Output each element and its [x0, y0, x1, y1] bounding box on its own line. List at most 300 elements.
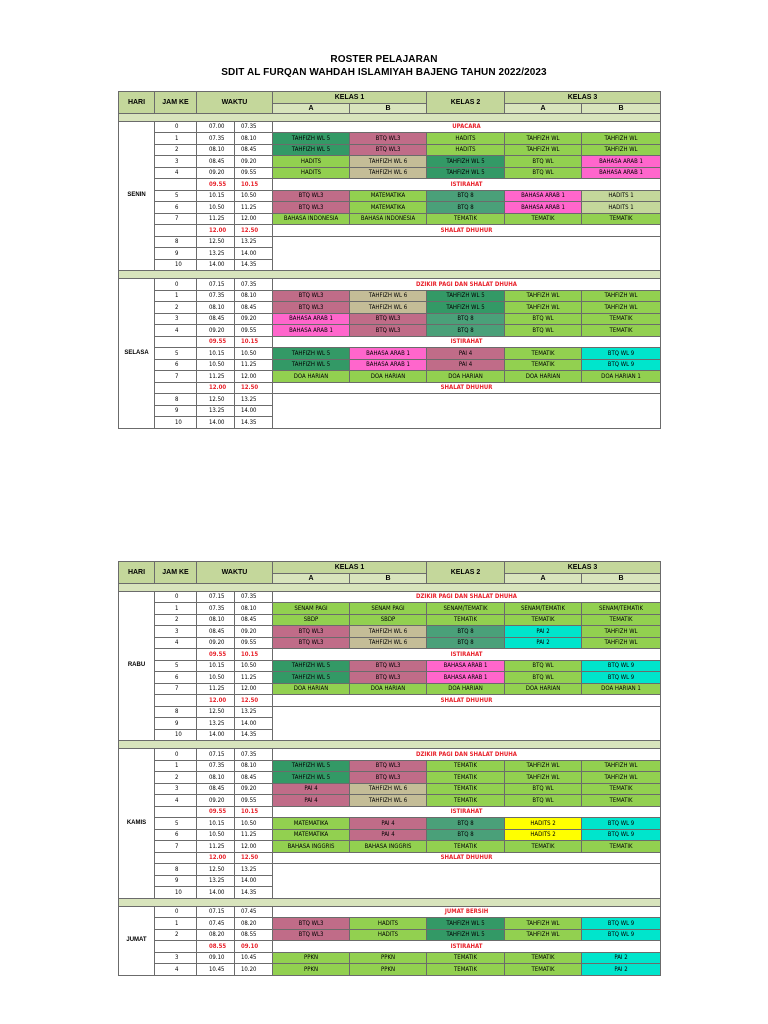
kelas3-b-cell: TEMATIK: [582, 325, 661, 337]
event-cell: DZIKIR PAGI DAN SHALAT DHUHA: [273, 279, 661, 291]
kelas3-b-cell: BTQ WL 9: [582, 829, 661, 841]
time-end-cell: 14.35: [235, 417, 273, 429]
kelas1-header: KELAS 1: [273, 562, 427, 574]
schedule-row: [119, 783, 661, 795]
time-start-cell: 09.20: [197, 795, 235, 807]
kelas3-a-cell: BTQ WL: [505, 795, 582, 807]
kelas3-b-cell: TEMATIK: [582, 841, 661, 853]
kelas1-a-cell: HADITS: [273, 167, 350, 179]
time-end-cell: 12.50: [235, 852, 273, 864]
time-end-cell: 10.15: [235, 336, 273, 348]
kelas3-b-cell: BTQ WL 9: [582, 660, 661, 672]
kelas3-b-cell: PAI 2: [582, 964, 661, 976]
day-name-cell: JUMAT: [119, 906, 155, 975]
time-end-cell: 08.45: [235, 772, 273, 784]
kelas3-b-header: B: [582, 573, 661, 583]
kelas1-b-cell: SBDP: [350, 614, 427, 626]
jam-ke-cell: 9: [155, 405, 197, 417]
kelas1-a-cell: BTQ WL3: [273, 637, 350, 649]
time-start-cell: 09.20: [197, 167, 235, 179]
kelas3-a-cell: HADITS 2: [505, 829, 582, 841]
schedule-row: [119, 359, 661, 371]
schedule-row: [119, 236, 661, 248]
time-end-cell: 08.45: [235, 144, 273, 156]
time-start-cell: 11.25: [197, 683, 235, 695]
time-start-cell: 08.45: [197, 783, 235, 795]
kelas3-a-cell: BTQ WL: [505, 313, 582, 325]
jam-ke-cell: 4: [155, 325, 197, 337]
kelas1-b-cell: BAHASA INDONESIA: [350, 213, 427, 225]
kelas1-a-header: A: [273, 573, 350, 583]
day-name-cell: SENIN: [119, 121, 155, 271]
time-end-cell: 12.50: [235, 225, 273, 237]
kelas2-cell: TEMATIK: [427, 964, 505, 976]
time-start-cell: 10.50: [197, 202, 235, 214]
page-title: ROSTER PELAJARAN: [330, 54, 438, 65]
kelas1-a-cell: BTQ WL3: [273, 918, 350, 930]
day-name-cell: SELASA: [119, 279, 155, 429]
jam-ke-cell: 3: [155, 313, 197, 325]
kelas3-a-cell: TEMATIK: [505, 348, 582, 360]
kelas1-b-cell: BTQ WL3: [350, 144, 427, 156]
jam-ke-cell: 5: [155, 190, 197, 202]
schedule-row: [119, 290, 661, 302]
kelas3-a-cell: TEMATIK: [505, 841, 582, 853]
schedule-row: [119, 371, 661, 383]
kelas1-b-cell: BTQ WL3: [350, 133, 427, 145]
jam-ke-cell: 6: [155, 202, 197, 214]
time-end-cell: 09.20: [235, 783, 273, 795]
roster-table-page1: [118, 91, 661, 429]
time-end-cell: 10.45: [235, 952, 273, 964]
kelas2-cell: TEMATIK: [427, 783, 505, 795]
jam-ke-cell: [155, 649, 197, 661]
empty-cell: [273, 864, 661, 899]
jam-ke-cell: 10: [155, 417, 197, 429]
kelas3-b-header: B: [582, 103, 661, 113]
waktu-header: WAKTU: [197, 92, 273, 114]
kelas2-cell: BAHASA ARAB 1: [427, 672, 505, 684]
jam-ke-cell: 1: [155, 603, 197, 615]
schedule-row: [119, 649, 661, 661]
time-start-cell: 13.25: [197, 248, 235, 260]
kelas1-a-cell: TAHFIZH WL 5: [273, 760, 350, 772]
kelas2-cell: BAHASA ARAB 1: [427, 660, 505, 672]
kelas3-a-cell: HADITS 2: [505, 818, 582, 830]
kelas1-a-cell: BTQ WL3: [273, 202, 350, 214]
time-start-cell: 10.15: [197, 190, 235, 202]
kelas3-b-cell: HADITS 1: [582, 202, 661, 214]
kelas2-header: KELAS 2: [427, 92, 505, 114]
time-end-cell: 09.10: [235, 941, 273, 953]
time-end-cell: 13.25: [235, 394, 273, 406]
kelas3-b-cell: TAHFIZH WL: [582, 133, 661, 145]
time-start-cell: 10.50: [197, 359, 235, 371]
kelas1-b-cell: MATEMATIKA: [350, 190, 427, 202]
jam-ke-cell: [155, 806, 197, 818]
time-start-cell: 08.55: [197, 941, 235, 953]
kelas1-a-cell: TAHFIZH WL 5: [273, 660, 350, 672]
kelas3-a-cell: BTQ WL: [505, 672, 582, 684]
jam-ke-cell: 1: [155, 918, 197, 930]
kelas1-a-cell: MATEMATIKA: [273, 829, 350, 841]
time-start-cell: 11.25: [197, 213, 235, 225]
jam-ke-cell: [155, 941, 197, 953]
time-start-cell: 07.15: [197, 906, 235, 918]
kelas1-a-cell: BTQ WL3: [273, 929, 350, 941]
time-start-cell: 08.45: [197, 626, 235, 638]
kelas3-a-cell: BTQ WL: [505, 167, 582, 179]
jam-ke-cell: 0: [155, 591, 197, 603]
jam-ke-cell: 10: [155, 887, 197, 899]
kelas1-b-cell: DOA HARIAN: [350, 683, 427, 695]
jam-ke-cell: 8: [155, 706, 197, 718]
time-start-cell: 08.10: [197, 772, 235, 784]
time-end-cell: 14.00: [235, 875, 273, 887]
schedule-row: [119, 121, 661, 133]
time-end-cell: 14.00: [235, 248, 273, 260]
time-start-cell: 12.00: [197, 382, 235, 394]
schedule-row: [119, 952, 661, 964]
schedule-row: [119, 394, 661, 406]
time-start-cell: 09.20: [197, 637, 235, 649]
schedule-row: [119, 918, 661, 930]
kelas3-b-cell: BTQ WL 9: [582, 929, 661, 941]
kelas3-b-cell: BTQ WL 9: [582, 818, 661, 830]
time-start-cell: 10.15: [197, 660, 235, 672]
schedule-row: [119, 348, 661, 360]
time-end-cell: 09.20: [235, 156, 273, 168]
kelas3-a-cell: BTQ WL: [505, 660, 582, 672]
kelas2-cell: PAI 4: [427, 359, 505, 371]
kelas1-a-cell: DOA HARIAN: [273, 683, 350, 695]
time-start-cell: 13.25: [197, 718, 235, 730]
kelas2-cell: TAHFIZH WL 5: [427, 156, 505, 168]
schedule-row: [119, 626, 661, 638]
jam-ke-cell: 1: [155, 760, 197, 772]
kelas1-b-cell: BAHASA ARAB 1: [350, 348, 427, 360]
kelas3-b-cell: BTQ WL 9: [582, 672, 661, 684]
jam-ke-cell: [155, 225, 197, 237]
jam-ke-cell: 3: [155, 156, 197, 168]
schedule-row: [119, 156, 661, 168]
kelas3-b-cell: BAHASA ARAB 1: [582, 156, 661, 168]
day-name-cell: KAMIS: [119, 749, 155, 899]
time-start-cell: 10.50: [197, 672, 235, 684]
time-end-cell: 07.45: [235, 906, 273, 918]
time-start-cell: 12.50: [197, 394, 235, 406]
kelas3-b-cell: HADITS 1: [582, 190, 661, 202]
kelas1-a-cell: PPKN: [273, 952, 350, 964]
kelas1-b-cell: TAHFIZH WL 6: [350, 637, 427, 649]
kelas1-b-header: B: [350, 103, 427, 113]
kelas3-a-cell: TEMATIK: [505, 213, 582, 225]
time-end-cell: 08.10: [235, 603, 273, 615]
time-end-cell: 10.50: [235, 660, 273, 672]
day-separator: [119, 741, 661, 749]
time-start-cell: 12.50: [197, 706, 235, 718]
time-end-cell: 11.25: [235, 359, 273, 371]
day-separator: [119, 113, 661, 121]
kelas1-a-cell: PAI 4: [273, 783, 350, 795]
hari-header: HARI: [119, 562, 155, 584]
kelas1-a-cell: SENAM PAGI: [273, 603, 350, 615]
jam-ke-cell: [155, 852, 197, 864]
kelas1-a-cell: BAHASA INGGRIS: [273, 841, 350, 853]
time-start-cell: 09.55: [197, 336, 235, 348]
jam-ke-cell: 4: [155, 167, 197, 179]
kelas3-b-cell: BTQ WL 9: [582, 359, 661, 371]
time-start-cell: 09.10: [197, 952, 235, 964]
kelas3-b-cell: PAI 2: [582, 952, 661, 964]
event-cell: SHALAT DHUHUR: [273, 225, 661, 237]
time-end-cell: 07.35: [235, 121, 273, 133]
kelas2-cell: BTQ 8: [427, 637, 505, 649]
time-start-cell: 12.50: [197, 864, 235, 876]
kelas2-cell: TAHFIZH WL 5: [427, 167, 505, 179]
jam-ke-cell: 8: [155, 236, 197, 248]
time-end-cell: 09.55: [235, 637, 273, 649]
kelas1-b-header: B: [350, 573, 427, 583]
time-end-cell: 08.10: [235, 760, 273, 772]
jam-ke-cell: 1: [155, 290, 197, 302]
schedule-row: [119, 213, 661, 225]
jam-ke-cell: 2: [155, 929, 197, 941]
kelas3-b-cell: TAHFIZH WL: [582, 302, 661, 314]
time-start-cell: 07.45: [197, 918, 235, 930]
schedule-row: [119, 190, 661, 202]
time-end-cell: 13.25: [235, 706, 273, 718]
day-separator: [119, 271, 661, 279]
kelas2-cell: PAI 4: [427, 348, 505, 360]
jam-ke-cell: 0: [155, 906, 197, 918]
kelas1-a-cell: PAI 4: [273, 795, 350, 807]
kelas1-b-cell: TAHFIZH WL 6: [350, 156, 427, 168]
jam-ke-cell: 7: [155, 213, 197, 225]
time-end-cell: 10.50: [235, 818, 273, 830]
time-start-cell: 08.10: [197, 614, 235, 626]
time-end-cell: 09.20: [235, 626, 273, 638]
kelas3-header: KELAS 3: [505, 92, 661, 104]
kelas1-a-cell: BTQ WL3: [273, 190, 350, 202]
kelas1-a-cell: DOA HARIAN: [273, 371, 350, 383]
kelas3-b-cell: TAHFIZH WL: [582, 626, 661, 638]
time-start-cell: 07.35: [197, 133, 235, 145]
hari-header: HARI: [119, 92, 155, 114]
kelas1-b-cell: SENAM PAGI: [350, 603, 427, 615]
time-end-cell: 09.55: [235, 795, 273, 807]
kelas1-a-cell: BAHASA ARAB 1: [273, 313, 350, 325]
day-separator: [119, 898, 661, 906]
kelas2-cell: TAHFIZH WL 5: [427, 290, 505, 302]
time-start-cell: 12.00: [197, 852, 235, 864]
kelas2-cell: BTQ 8: [427, 202, 505, 214]
kelas2-cell: BTQ 8: [427, 190, 505, 202]
kelas2-cell: HADITS: [427, 133, 505, 145]
jam-ke-cell: 10: [155, 729, 197, 741]
time-start-cell: 09.55: [197, 649, 235, 661]
schedule-row: [119, 852, 661, 864]
kelas3-b-cell: DOA HARIAN 1: [582, 371, 661, 383]
time-end-cell: 10.15: [235, 179, 273, 191]
schedule-row: [119, 637, 661, 649]
kelas3-b-cell: TEMATIK: [582, 614, 661, 626]
time-end-cell: 14.35: [235, 887, 273, 899]
kelas2-cell: BTQ 8: [427, 829, 505, 841]
schedule-row: [119, 695, 661, 707]
kelas3-a-cell: BTQ WL: [505, 783, 582, 795]
kelas1-b-cell: DOA HARIAN: [350, 371, 427, 383]
schedule-row: [119, 225, 661, 237]
schedule-row: [119, 179, 661, 191]
time-end-cell: 08.55: [235, 929, 273, 941]
time-end-cell: 09.55: [235, 167, 273, 179]
kelas2-cell: SENAM/TEMATIK: [427, 603, 505, 615]
time-start-cell: 14.00: [197, 417, 235, 429]
time-end-cell: 10.50: [235, 190, 273, 202]
time-start-cell: 09.20: [197, 325, 235, 337]
empty-cell: [273, 394, 661, 429]
kelas3-a-cell: TAHFIZH WL: [505, 144, 582, 156]
kelas1-b-cell: MATEMATIKA: [350, 202, 427, 214]
time-start-cell: 07.00: [197, 121, 235, 133]
time-end-cell: 08.10: [235, 133, 273, 145]
kelas3-a-header: A: [505, 103, 582, 113]
page-subtitle: SDIT AL FURQAN WAHDAH ISLAMIYAH BAJENG TAHUN 2022/2023: [221, 67, 547, 78]
time-end-cell: 10.50: [235, 348, 273, 360]
time-start-cell: 10.15: [197, 818, 235, 830]
kelas1-a-cell: MATEMATIKA: [273, 818, 350, 830]
kelas1-b-cell: PPKN: [350, 952, 427, 964]
kelas3-b-cell: BAHASA ARAB 1: [582, 167, 661, 179]
schedule-row: [119, 279, 661, 291]
schedule-row: [119, 772, 661, 784]
time-end-cell: 07.35: [235, 749, 273, 761]
kelas3-b-cell: TAHFIZH WL: [582, 144, 661, 156]
schedule-row: [119, 336, 661, 348]
time-end-cell: 09.20: [235, 313, 273, 325]
kelas2-cell: TEMATIK: [427, 213, 505, 225]
empty-cell: [273, 236, 661, 271]
kelas2-cell: BTQ 8: [427, 818, 505, 830]
kelas3-a-cell: TAHFIZH WL: [505, 760, 582, 772]
jam-ke-cell: 7: [155, 841, 197, 853]
time-start-cell: 07.35: [197, 603, 235, 615]
kelas3-a-cell: PAI 2: [505, 637, 582, 649]
kelas3-b-cell: TEMATIK: [582, 213, 661, 225]
time-end-cell: 09.55: [235, 325, 273, 337]
kelas3-a-cell: TEMATIK: [505, 359, 582, 371]
kelas2-cell: BTQ 8: [427, 325, 505, 337]
event-cell: DZIKIR PAGI DAN SHALAT DHUHA: [273, 749, 661, 761]
time-end-cell: 10.15: [235, 649, 273, 661]
kelas1-a-cell: SBDP: [273, 614, 350, 626]
time-start-cell: 13.25: [197, 875, 235, 887]
kelas1-a-cell: TAHFIZH WL 5: [273, 672, 350, 684]
time-start-cell: 07.15: [197, 749, 235, 761]
kelas1-b-cell: PPKN: [350, 964, 427, 976]
time-end-cell: 08.10: [235, 290, 273, 302]
kelas1-b-cell: BTQ WL3: [350, 313, 427, 325]
schedule-row: [119, 672, 661, 684]
kelas2-cell: DOA HARIAN: [427, 371, 505, 383]
kelas3-b-cell: TAHFIZH WL: [582, 772, 661, 784]
jam-ke-cell: 0: [155, 121, 197, 133]
kelas1-b-cell: PAI 4: [350, 829, 427, 841]
time-start-cell: 09.55: [197, 179, 235, 191]
kelas3-b-cell: TEMATIK: [582, 783, 661, 795]
time-end-cell: 08.45: [235, 302, 273, 314]
kelas1-b-cell: TAHFIZH WL 6: [350, 795, 427, 807]
kelas3-header: KELAS 3: [505, 562, 661, 574]
time-start-cell: 08.10: [197, 302, 235, 314]
kelas3-a-cell: BTQ WL: [505, 325, 582, 337]
jam-ke-cell: 8: [155, 394, 197, 406]
jam-ke-cell: [155, 695, 197, 707]
kelas1-b-cell: BTQ WL3: [350, 672, 427, 684]
jam-ke-cell: 4: [155, 637, 197, 649]
kelas2-cell: TEMATIK: [427, 795, 505, 807]
time-end-cell: 12.00: [235, 213, 273, 225]
time-end-cell: 07.35: [235, 591, 273, 603]
time-end-cell: 12.50: [235, 382, 273, 394]
event-cell: JUMAT BERSIH: [273, 906, 661, 918]
kelas2-cell: TEMATIK: [427, 952, 505, 964]
time-end-cell: 13.25: [235, 236, 273, 248]
event-cell: SHALAT DHUHUR: [273, 852, 661, 864]
schedule-row: [119, 313, 661, 325]
kelas1-b-cell: TAHFIZH WL 6: [350, 290, 427, 302]
kelas1-b-cell: BTQ WL3: [350, 660, 427, 672]
kelas3-a-cell: BAHASA ARAB 1: [505, 202, 582, 214]
kelas1-b-cell: BTQ WL3: [350, 760, 427, 772]
kelas1-header: KELAS 1: [273, 92, 427, 104]
kelas1-b-cell: TAHFIZH WL 6: [350, 626, 427, 638]
schedule-row: [119, 325, 661, 337]
kelas2-cell: TAHFIZH WL 5: [427, 302, 505, 314]
kelas2-cell: BTQ 8: [427, 313, 505, 325]
jam-ke-cell: 5: [155, 348, 197, 360]
kelas3-b-cell: DOA HARIAN 1: [582, 683, 661, 695]
jam-ke-cell: 10: [155, 259, 197, 271]
kelas3-b-cell: BTQ WL 9: [582, 918, 661, 930]
time-start-cell: 14.00: [197, 887, 235, 899]
jam-ke-cell: 7: [155, 683, 197, 695]
time-end-cell: 12.00: [235, 841, 273, 853]
kelas1-a-cell: TAHFIZH WL 5: [273, 772, 350, 784]
schedule-row: [119, 591, 661, 603]
kelas2-cell: HADITS: [427, 144, 505, 156]
schedule-row: [119, 964, 661, 976]
time-start-cell: 10.15: [197, 348, 235, 360]
schedule-row: [119, 906, 661, 918]
kelas3-a-cell: BAHASA ARAB 1: [505, 190, 582, 202]
day-separator: [119, 583, 661, 591]
jam-ke-cell: 2: [155, 614, 197, 626]
jam-ke-cell: 3: [155, 626, 197, 638]
kelas2-cell: DOA HARIAN: [427, 683, 505, 695]
jam-ke-cell: 1: [155, 133, 197, 145]
schedule-row: [119, 864, 661, 876]
kelas3-a-cell: TAHFIZH WL: [505, 772, 582, 784]
time-start-cell: 13.25: [197, 405, 235, 417]
schedule-row: [119, 806, 661, 818]
time-end-cell: 14.00: [235, 405, 273, 417]
time-start-cell: 12.00: [197, 695, 235, 707]
time-end-cell: 14.00: [235, 718, 273, 730]
jam-ke-cell: 8: [155, 864, 197, 876]
jam-ke-cell: [155, 179, 197, 191]
